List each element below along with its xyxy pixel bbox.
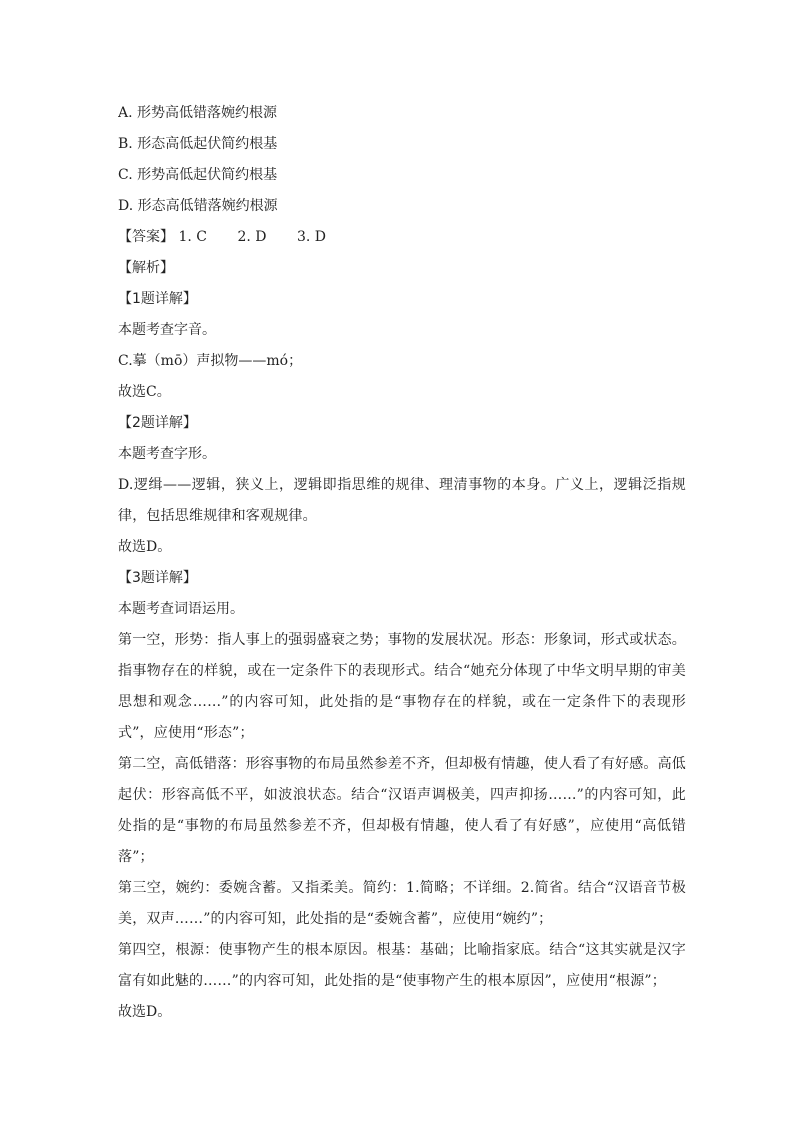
answer-item-3: 3. D [296, 229, 326, 245]
option-letter: D. [118, 198, 134, 214]
q3-paragraph-4: 第四空，根源：使事物产生的根本原因。根基：基础；比喻指家底。结合“这其实就是汉字富有如此魅的……”的内容可知，此处指的是“使事物产生的根本原因”，应使用“根源”； [118, 942, 686, 989]
option-text: 形势高低起伏简约根基 [137, 167, 278, 183]
q3-intro: 本题考查词语运用。 [118, 601, 244, 617]
option-text: 形态高低错落婉约根源 [137, 198, 278, 214]
option-c [118, 160, 686, 191]
answer-item-2: 2. D [237, 229, 267, 245]
option-d [118, 191, 686, 222]
q1-line: 故选C。 [118, 384, 171, 400]
q2-heading: 【2题详解】 [118, 415, 197, 431]
option-letter: C. [118, 167, 133, 183]
q3-paragraph-1: 第一空，形势：指人事上的强弱盛衰之势；事物的发展状况。形态：形象词，形式或状态。指事物存在的样貌，或在一定条件下的表现形式。结合“她充分体现了中华文明早期的审美思想和观念……”的内容可知，此处指的是“事物存在的样貌，或在一定条件下的表现形式”，应使用“形态”； [118, 632, 686, 741]
option-text: 形势高低错落婉约根源 [137, 105, 278, 121]
answer-row [118, 222, 686, 253]
document-content [118, 98, 686, 1028]
q2-paragraph: D.逻缉——逻辑，狭义上，逻辑即指思维的规律、理清事物的本身。广义上，逻辑泛指规律，包括思维规律和客观规律。 [118, 477, 686, 524]
option-a [118, 98, 686, 129]
option-text: 形态高低起伏简约根基 [137, 136, 278, 152]
q3-conclusion: 故选D。 [118, 1004, 172, 1020]
q1-heading: 【1题详解】 [118, 291, 197, 307]
answer-item-1: 1. C [178, 229, 207, 245]
q3-paragraph-2: 第二空，高低错落：形容事物的布局虽然参差不齐，但却极有情趣，使人看了有好感。高低起伏：形容高低不平，如波浪状态。结合“汉语声调极美，四声抑扬……”的内容可知，此处指的是“事物的布局虽然参差不齐，但却极有情趣，使人看了有好感”，应使用“高低错落”； [118, 756, 686, 865]
q1-line: 本题考查字音。 [118, 322, 216, 338]
q3-heading: 【3题详解】 [118, 570, 197, 586]
q2-line: 故选D。 [118, 539, 172, 555]
q1-line: C.摹（mō）声拟物——mó； [118, 353, 303, 369]
option-letter: B. [118, 136, 133, 152]
option-letter: A. [118, 105, 133, 121]
analysis-heading: 【解析】 [118, 260, 174, 276]
option-b [118, 129, 686, 160]
answer-label: 【答案】 [118, 229, 174, 245]
q2-line: 本题考查字形。 [118, 446, 216, 462]
q3-paragraph-3: 第三空，婉约：委婉含蓄。又指柔美。简约：1.简略；不详细。2.简省。结合“汉语音节极美，双声……”的内容可知，此处指的是“委婉含蓄”，应使用“婉约”； [118, 880, 686, 927]
